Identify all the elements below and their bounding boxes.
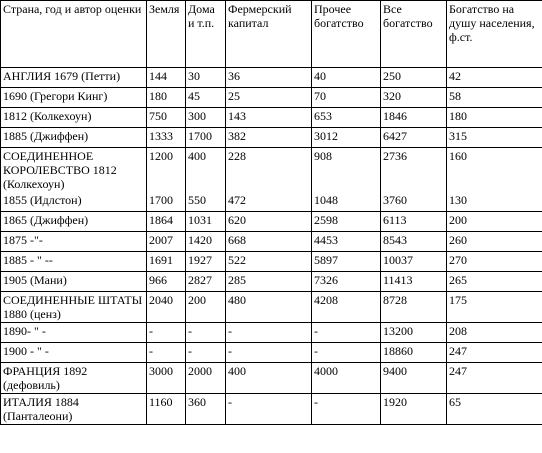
cell-land: 1333 [147,128,186,148]
table-row [1,212,542,232]
cell-other-wealth: 70 [312,88,381,108]
cell-farm-capital: 472 [226,192,312,212]
cell-farm-capital: 400 [226,363,312,394]
cell-wealth-per-capita: 180 [447,108,542,128]
cell-other-wealth: 653 [312,108,381,128]
cell-houses: 1927 [186,252,226,272]
table-row [1,108,542,128]
cell-country: 1905 (Мани) [1,272,147,292]
table-body [1,68,542,425]
cell-farm-capital: 480 [226,292,312,323]
cell-houses: - [186,343,226,363]
cell-total-wealth: 10037 [381,252,447,272]
cell-other-wealth: 4000 [312,363,381,394]
header-houses: Дома и т.п. [186,1,226,68]
cell-other-wealth: 1048 [312,192,381,212]
cell-total-wealth: 2736 [381,148,447,193]
cell-houses: 1420 [186,232,226,252]
cell-other-wealth: - [312,323,381,343]
cell-houses: 2827 [186,272,226,292]
cell-country: 1885 (Джиффен) [1,128,147,148]
cell-houses: - [186,323,226,343]
cell-other-wealth: 40 [312,68,381,88]
cell-houses: 1031 [186,212,226,232]
table-row [1,128,542,148]
cell-houses: 360 [186,394,226,425]
cell-total-wealth: 8543 [381,232,447,252]
cell-wealth-per-capita: 265 [447,272,542,292]
header-farm-capital: Фермерский капитал [226,1,312,68]
cell-other-wealth: - [312,343,381,363]
table-row [1,343,542,363]
cell-farm-capital: 25 [226,88,312,108]
cell-total-wealth: 320 [381,88,447,108]
cell-wealth-per-capita: 247 [447,343,542,363]
table-row [1,323,542,343]
cell-wealth-per-capita: 160 [447,148,542,193]
cell-farm-capital: - [226,323,312,343]
cell-wealth-per-capita: 58 [447,88,542,108]
header-row [1,1,542,68]
header-land: Земля [147,1,186,68]
table-row [1,192,542,212]
table-row [1,252,542,272]
cell-land: 1160 [147,394,186,425]
cell-country: 1900 - " - [1,343,147,363]
cell-total-wealth: 250 [381,68,447,88]
cell-wealth-per-capita: 270 [447,252,542,272]
cell-land: 2040 [147,292,186,323]
cell-houses: 45 [186,88,226,108]
cell-land: 3000 [147,363,186,394]
cell-country: АНГЛИЯ 1679 (Петти) [1,68,147,88]
cell-houses: 200 [186,292,226,323]
cell-wealth-per-capita: 42 [447,68,542,88]
cell-houses: 550 [186,192,226,212]
cell-total-wealth: 1846 [381,108,447,128]
table-row [1,272,542,292]
cell-wealth-per-capita: 315 [447,128,542,148]
cell-country: 1890- " - [1,323,147,343]
cell-wealth-per-capita: 175 [447,292,542,323]
cell-houses: 1700 [186,128,226,148]
table-row [1,232,542,252]
cell-other-wealth: 3012 [312,128,381,148]
cell-farm-capital: 36 [226,68,312,88]
cell-wealth-per-capita: 65 [447,394,542,425]
cell-other-wealth: 5897 [312,252,381,272]
cell-farm-capital: 285 [226,272,312,292]
cell-country: 1690 (Грегори Кинг) [1,88,147,108]
cell-total-wealth: 9400 [381,363,447,394]
cell-land: 180 [147,88,186,108]
cell-wealth-per-capita: 247 [447,363,542,394]
cell-land: 1691 [147,252,186,272]
cell-land: 1864 [147,212,186,232]
table-row [1,363,542,394]
cell-total-wealth: 13200 [381,323,447,343]
cell-houses: 400 [186,148,226,193]
cell-total-wealth: 11413 [381,272,447,292]
cell-farm-capital: 620 [226,212,312,232]
cell-total-wealth: 8728 [381,292,447,323]
table-row [1,88,542,108]
cell-country: 1855 (Идлстон) [1,192,147,212]
table-row [1,148,542,193]
cell-wealth-per-capita: 208 [447,323,542,343]
cell-country: СОЕДИНЕННОЕ КОРОЛЕВСТВО 1812 (Колкехоун) [1,148,147,193]
cell-country: ФРАНЦИЯ 1892 (дефовиль) [1,363,147,394]
cell-total-wealth: 3760 [381,192,447,212]
cell-total-wealth: 1920 [381,394,447,425]
cell-other-wealth: 4453 [312,232,381,252]
cell-country: 1875 -"- [1,232,147,252]
cell-farm-capital: 668 [226,232,312,252]
cell-country: 1812 (Колкехоун) [1,108,147,128]
cell-other-wealth: 7326 [312,272,381,292]
cell-total-wealth: 6427 [381,128,447,148]
cell-land: 750 [147,108,186,128]
cell-farm-capital: 228 [226,148,312,193]
cell-country: СОЕДИНЕННЫЕ ШТАТЫ 1880 (ценз) [1,292,147,323]
cell-wealth-per-capita: 200 [447,212,542,232]
cell-land: - [147,323,186,343]
cell-country: 1885 - " -- [1,252,147,272]
cell-farm-capital: 522 [226,252,312,272]
header-wealth-per-capita: Богатство на душу населения, ф.ст. [447,1,542,68]
cell-country: ИТАЛИЯ 1884 (Панталеони) [1,394,147,425]
header-country: Страна, год и автор оценки [1,1,147,68]
cell-country: 1865 (Джиффен) [1,212,147,232]
cell-total-wealth: 6113 [381,212,447,232]
cell-houses: 30 [186,68,226,88]
cell-land: 1200 [147,148,186,193]
table-row [1,394,542,425]
cell-other-wealth: 2598 [312,212,381,232]
cell-farm-capital: - [226,394,312,425]
cell-other-wealth: 4208 [312,292,381,323]
cell-farm-capital: - [226,343,312,363]
cell-farm-capital: 143 [226,108,312,128]
cell-land: - [147,343,186,363]
cell-land: 144 [147,68,186,88]
cell-wealth-per-capita: 130 [447,192,542,212]
header-total-wealth: Все богатство [381,1,447,68]
cell-land: 966 [147,272,186,292]
table-row [1,292,542,323]
cell-wealth-per-capita: 260 [447,232,542,252]
cell-land: 1700 [147,192,186,212]
cell-houses: 300 [186,108,226,128]
cell-total-wealth: 18860 [381,343,447,363]
header-other-wealth: Прочее богатство [312,1,381,68]
cell-other-wealth: - [312,394,381,425]
table-row [1,68,542,88]
cell-other-wealth: 908 [312,148,381,193]
cell-farm-capital: 382 [226,128,312,148]
cell-houses: 2000 [186,363,226,394]
cell-land: 2007 [147,232,186,252]
